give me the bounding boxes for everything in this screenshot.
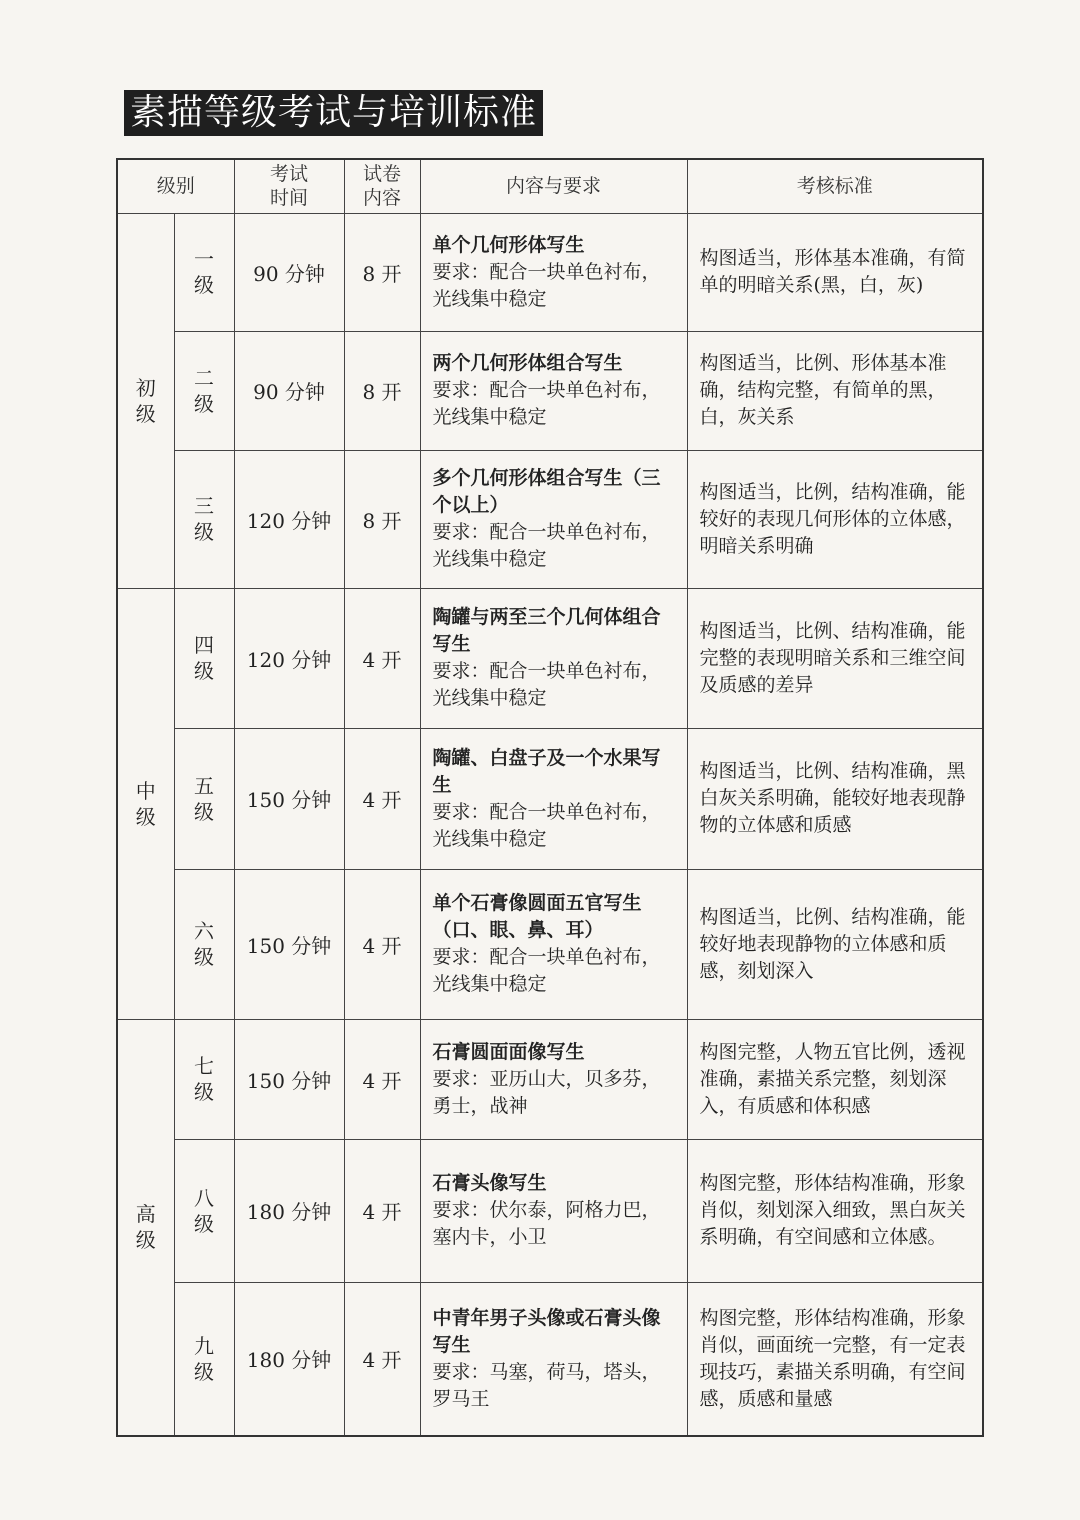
standard-cell: 构图完整，形体结构准确，形象肖似，刻划深入细致，黑白灰关系明确，有空间感和立体感。: [687, 1139, 983, 1282]
header-time: 考试时间: [234, 159, 344, 213]
content-cell: [420, 1282, 687, 1436]
content-title: 多个几何形体组合写生（三个以上）: [432, 467, 661, 516]
paper-cell: 4 开: [344, 869, 420, 1019]
content-title: 两个几何形体组合写生: [432, 352, 623, 374]
standard-cell: 构图适当，比例、结构准确，能较好地表现静物的立体感和质感，刻划深入: [687, 869, 983, 1019]
level-cell: 三级: [174, 450, 234, 588]
paper-cell: 8 开: [344, 331, 420, 450]
paper-cell: 8 开: [344, 213, 420, 331]
time-cell: 180 分钟: [234, 1282, 344, 1436]
level-cell: 六级: [174, 869, 234, 1019]
content-cell: [420, 728, 687, 869]
level-cell: 二级: [174, 331, 234, 450]
standard-cell: 构图适当，形体基本准确，有简单的明暗关系(黑，白，灰): [687, 213, 983, 331]
standard-cell: 构图适当，比例，结构准确，能较好的表现几何形体的立体感，明暗关系明确: [687, 450, 983, 588]
header-standard: 考核标准: [687, 159, 983, 213]
level-cell: 九级: [174, 1282, 234, 1436]
paper-cell: 4 开: [344, 728, 420, 869]
content-cell: [420, 1019, 687, 1139]
group-cell-beginner: 初级: [117, 213, 174, 588]
content-cell: [420, 331, 687, 450]
content-title: 石膏圆面面像写生: [432, 1040, 585, 1063]
header-level: 级别: [117, 159, 234, 213]
level-cell: 五级: [174, 728, 234, 869]
table-row: [117, 588, 983, 728]
table-row: [117, 1282, 983, 1436]
table-row: [117, 1019, 983, 1139]
content-cell: [420, 213, 687, 331]
paper-cell: 4 开: [344, 1282, 420, 1436]
content-title: 石膏头像写生: [432, 1172, 547, 1194]
content-requirement: 要求：配合一块单色衬布，光线集中稳定: [432, 260, 661, 310]
standard-cell: 构图完整，形体结构准确，形象肖似，画面统一完整，有一定表现技巧，素描关系明确，有空间感，质感和量感: [687, 1282, 983, 1436]
header-content: 内容与要求: [420, 159, 687, 213]
content-requirement: 要求：配合一块单色衬布，光线集中稳定: [432, 379, 661, 428]
time-cell: 150 分钟: [234, 869, 344, 1019]
content-title: 单个几何形体写生: [432, 233, 585, 256]
paper-cell: 8 开: [344, 450, 420, 588]
table-row: [117, 728, 983, 869]
group-cell-intermediate: 中级: [117, 588, 174, 1019]
table-row: [117, 450, 983, 588]
content-title: 中青年男子头像或石膏头像写生: [432, 1306, 661, 1356]
level-cell: 四级: [174, 588, 234, 728]
page-title: 素描等级考试与培训标准: [124, 90, 543, 136]
level-cell: 八级: [174, 1139, 234, 1282]
grading-standards-table: [116, 158, 984, 1437]
content-requirement: 要求：亚历山大，贝多芬，勇士，战神: [432, 1067, 661, 1117]
paper-cell: 4 开: [344, 588, 420, 728]
paper-cell: 4 开: [344, 1139, 420, 1282]
time-cell: 150 分钟: [234, 728, 344, 869]
content-cell: [420, 588, 687, 728]
standard-cell: 构图适当，比例、结构准确，能完整的表现明暗关系和三维空间及质感的差异: [687, 588, 983, 728]
content-requirement: 要求：配合一块单色衬布，光线集中稳定: [432, 521, 661, 570]
table-row: [117, 869, 983, 1019]
level-cell: 七级: [174, 1019, 234, 1139]
time-cell: 90 分钟: [234, 213, 344, 331]
group-cell-advanced: 高级: [117, 1019, 174, 1436]
standard-cell: 构图适当，比例、结构准确，黑白灰关系明确，能较好地表现静物的立体感和质感: [687, 728, 983, 869]
table-header-row: [117, 159, 983, 213]
paper-cell: 4 开: [344, 1019, 420, 1139]
content-requirement: 要求：配合一块单色衬布，光线集中稳定: [432, 946, 661, 995]
header-paper: 试卷内容: [344, 159, 420, 213]
content-title: 单个石膏像圆面五官写生（口、眼、鼻、耳）: [432, 892, 642, 941]
table-row: [117, 331, 983, 450]
content-requirement: 要求：马塞，荷马，塔头，罗马王: [432, 1360, 661, 1410]
standard-cell: 构图适当，比例、形体基本准确，结构完整，有简单的黑，白，灰关系: [687, 331, 983, 450]
content-requirement: 要求：配合一块单色衬布，光线集中稳定: [432, 660, 661, 709]
standard-cell: 构图完整，人物五官比例，透视准确，素描关系完整，刻划深入，有质感和体积感: [687, 1019, 983, 1139]
table-row: [117, 213, 983, 331]
content-title: 陶罐与两至三个几何体组合写生: [432, 606, 661, 655]
level-cell: 一级: [174, 213, 234, 331]
content-requirement: 要求：伏尔泰，阿格力巴，塞内卡，小卫: [432, 1199, 661, 1248]
time-cell: 90 分钟: [234, 331, 344, 450]
time-cell: 120 分钟: [234, 450, 344, 588]
time-cell: 120 分钟: [234, 588, 344, 728]
content-title: 陶罐、白盘子及一个水果写生: [432, 746, 661, 796]
content-requirement: 要求：配合一块单色衬布，光线集中稳定: [432, 800, 661, 850]
time-cell: 150 分钟: [234, 1019, 344, 1139]
content-cell: [420, 1139, 687, 1282]
content-cell: [420, 869, 687, 1019]
content-cell: [420, 450, 687, 588]
time-cell: 180 分钟: [234, 1139, 344, 1282]
table-row: [117, 1139, 983, 1282]
